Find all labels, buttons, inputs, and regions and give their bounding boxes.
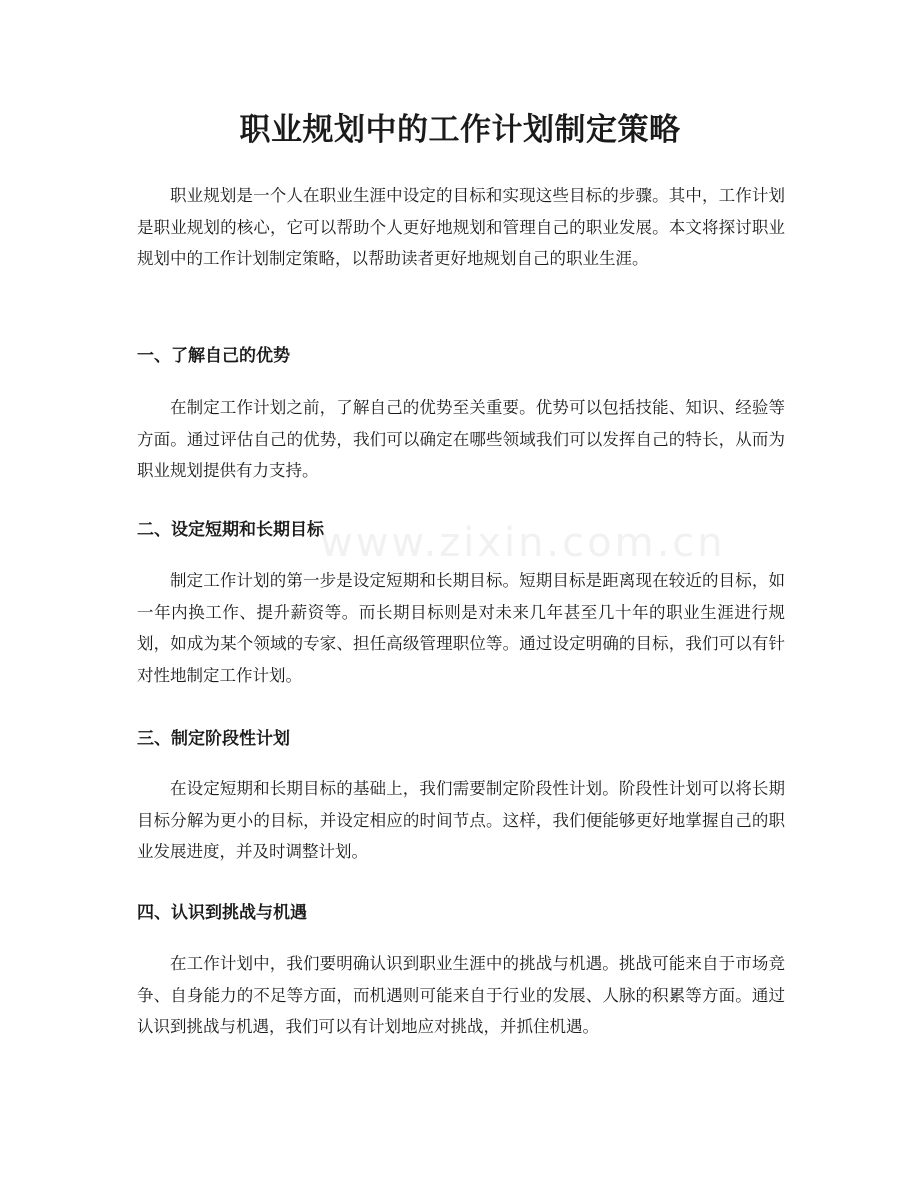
watermark: www.zixin.com.cn [320, 520, 726, 566]
section-3-body: 在设定短期和长期目标的基础上，我们需要制定阶段性计划。阶段性计划可以将长期目标分解为更小的目标，并设定相应的时间节点。这样，我们便能够更好地掌握自己的职业发展进度，并及时调整计划。 [137, 779, 785, 861]
section-1-body: 在制定工作计划之前，了解自己的优势至关重要。优势可以包括技能、知识、经验等方面。通过评估自己的优势，我们可以确定在哪些领域我们可以发挥自己的特长，从而为职业规划提供有力支持。 [137, 398, 785, 480]
section-3-heading: 三、制定阶段性计划 [137, 729, 290, 749]
section-1-heading: 一、了解自己的优势 [137, 346, 290, 366]
page-title: 职业规划中的工作计划制定策略 [239, 112, 681, 148]
section-2-heading: 二、设定短期和长期目标 [137, 520, 324, 540]
section-4-heading: 四、认识到挑战与机遇 [137, 903, 307, 923]
intro-paragraph: 职业规划是一个人在职业生涯中设定的目标和实现这些目标的步骤。其中，工作计划是职业规划的核心，它可以帮助个人更好地规划和管理自己的职业发展。本文将探讨职业规划中的工作计划制定策略，以帮助读者更好地规划自己的职业生涯。 [137, 186, 785, 268]
section-4-body: 在工作计划中，我们要明确认识到职业生涯中的挑战与机遇。挑战可能来自于市场竞争、自身能力的不足等方面，而机遇则可能来自于行业的发展、人脉的积累等方面。通过认识到挑战与机遇，我们可以有计划地应对挑战，并抓住机遇。 [137, 954, 785, 1036]
section-2-body: 制定工作计划的第一步是设定短期和长期目标。短期目标是距离现在较近的目标，如一年内换工作、提升薪资等。而长期目标则是对未来几年甚至几十年的职业生涯进行规划，如成为某个领域的专家、担任高级管理职位等。通过设定明确的目标，我们可以有针对性地制定工作计划。 [137, 571, 785, 685]
